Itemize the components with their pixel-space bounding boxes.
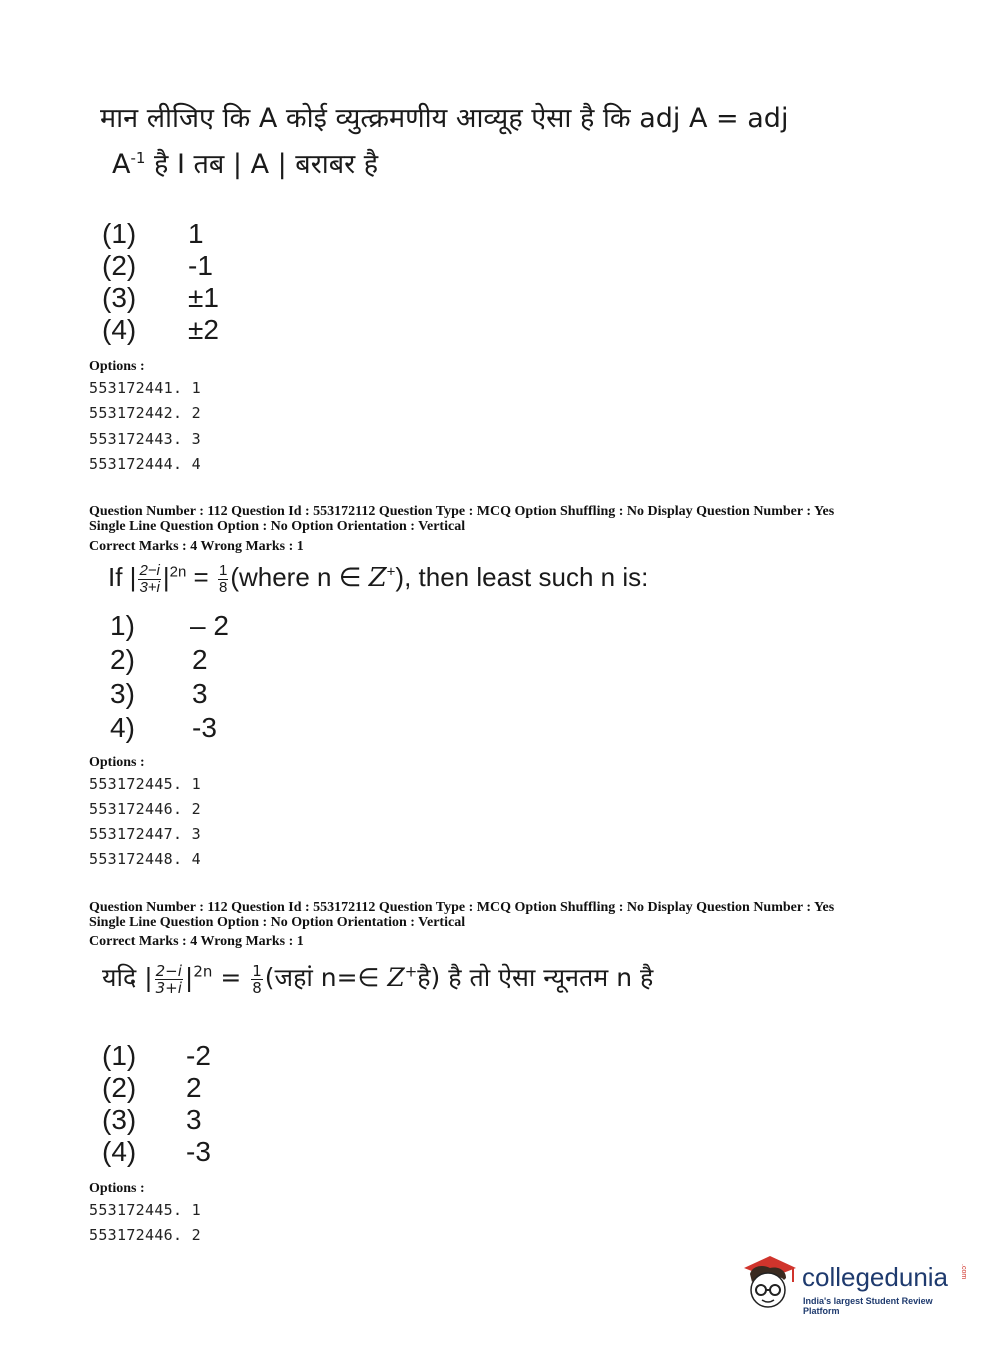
option-number: (1)	[102, 1040, 137, 1071]
option-row	[102, 250, 302, 282]
logo-wordmark: collegedunia	[802, 1262, 949, 1292]
option-row	[102, 1072, 302, 1104]
question-tail: ), then least such n is:	[395, 562, 649, 592]
equals-sign: =	[186, 562, 216, 592]
complex-fraction	[138, 563, 160, 596]
question-1-line-2-text: है I तब | A | बराबर है	[145, 149, 379, 180]
fraction-denominator: 3+i	[155, 978, 182, 997]
option-row	[110, 712, 310, 746]
question-3-options-list	[102, 1040, 302, 1170]
abs-close: |	[184, 963, 194, 992]
fraction-numerator: 1	[218, 561, 228, 579]
rhs-fraction	[251, 963, 263, 996]
integer-set-symbol: Z	[368, 563, 387, 593]
option-value: -1	[188, 250, 213, 281]
integer-set-symbol: Z	[387, 963, 405, 992]
option-row	[102, 1040, 302, 1072]
option-number: 2)	[110, 644, 135, 675]
collegedunia-logo[interactable]	[740, 1250, 970, 1316]
options-label: Options :	[89, 755, 145, 770]
positive-superscript: +	[404, 962, 418, 981]
option-id: 553172445. 1	[89, 1201, 201, 1219]
option-value: 2	[192, 644, 208, 675]
option-id: 553172442. 2	[89, 404, 201, 422]
rhs-fraction	[218, 563, 228, 596]
option-number: (3)	[102, 1104, 137, 1135]
option-number: (2)	[102, 1072, 137, 1103]
option-number: (3)	[102, 282, 137, 313]
fraction-denominator: 8	[252, 978, 262, 997]
exponent: 2n	[193, 962, 213, 981]
exponent: 2n	[169, 563, 187, 581]
logo-dot-com: .com	[960, 1264, 967, 1280]
question-meta-line: Question Number : 112 Question Id : 553172112 Question Type : MCQ Option Shuffling : No Display Question Number : Yes	[89, 504, 835, 519]
option-value: ±1	[188, 282, 219, 313]
question-2-options-list	[110, 610, 310, 746]
option-value: -2	[186, 1040, 211, 1071]
question-meta-line: Question Number : 112 Question Id : 553172112 Question Type : MCQ Option Shuffling : No Display Question Number : Yes	[89, 900, 835, 915]
option-value: 3	[186, 1104, 202, 1135]
options-label: Options :	[89, 359, 145, 374]
option-id: 553172443. 3	[89, 430, 201, 448]
option-value: – 2	[190, 610, 229, 641]
inverse-superscript: -1	[130, 149, 146, 167]
logo-tagline: India's largest Student Review Platform	[803, 1296, 933, 1316]
options-label: Options :	[89, 1181, 145, 1196]
question-1-line-1: मान लीजिए कि A कोई व्युत्क्रमणीय आव्यूह ऐसा है कि adj A = adj	[100, 103, 789, 134]
option-value: 1	[188, 218, 204, 249]
option-row	[110, 610, 310, 644]
option-id: 553172441. 1	[89, 379, 201, 397]
positive-superscript: +	[386, 563, 396, 581]
option-value: ±2	[188, 314, 219, 345]
fraction-numerator: 2−i	[139, 561, 160, 579]
fraction-denominator: 8	[218, 578, 228, 596]
student-mascot-icon	[740, 1250, 798, 1312]
option-number: 3)	[110, 678, 135, 709]
option-row	[102, 1136, 302, 1168]
complex-fraction	[155, 963, 183, 996]
question-meta-line: Single Line Question Option : No Option Orientation : Vertical	[89, 915, 466, 930]
abs-open: यदि |	[102, 963, 153, 992]
option-number: (2)	[102, 250, 137, 281]
option-row	[110, 678, 310, 712]
option-row	[102, 1104, 302, 1136]
option-id: 553172447. 3	[89, 825, 201, 843]
option-row	[110, 644, 310, 678]
question-1-line-2	[112, 144, 378, 181]
question-tail: है) है तो ऐसा न्यूनतम n है	[417, 963, 654, 992]
fraction-numerator: 1	[252, 961, 262, 980]
option-number: (1)	[102, 218, 137, 249]
option-value: 2	[186, 1072, 202, 1103]
option-id: 553172444. 4	[89, 455, 201, 473]
option-row	[102, 282, 302, 314]
fraction-numerator: 2−i	[155, 961, 182, 980]
option-value: 3	[192, 678, 208, 709]
option-value: -3	[186, 1136, 211, 1167]
option-id: 553172446. 2	[89, 800, 201, 818]
option-id: 553172446. 2	[89, 1226, 201, 1244]
marks-line: Correct Marks : 4 Wrong Marks : 1	[89, 934, 304, 949]
condition-text: (जहां n=∈	[264, 963, 388, 992]
option-row	[102, 218, 302, 250]
option-id: 553172445. 1	[89, 775, 201, 793]
option-number: (4)	[102, 1136, 137, 1167]
option-number: 1)	[110, 610, 135, 641]
question-3-text	[102, 960, 653, 996]
abs-close: |	[162, 562, 170, 592]
question-2-text	[108, 562, 648, 596]
option-value: -3	[192, 712, 217, 743]
equals-sign: =	[212, 963, 250, 992]
option-number: (4)	[102, 314, 137, 345]
condition-text: (where n ∈	[230, 562, 369, 592]
matrix-symbol: A	[112, 149, 131, 180]
question-1-options-list	[102, 218, 302, 348]
abs-open: If |	[108, 562, 137, 592]
option-row	[102, 314, 302, 346]
marks-line: Correct Marks : 4 Wrong Marks : 1	[89, 539, 304, 554]
fraction-denominator: 3+i	[139, 578, 160, 596]
question-meta-line: Single Line Question Option : No Option Orientation : Vertical	[89, 519, 466, 534]
option-id: 553172448. 4	[89, 850, 201, 868]
option-number: 4)	[110, 712, 135, 743]
